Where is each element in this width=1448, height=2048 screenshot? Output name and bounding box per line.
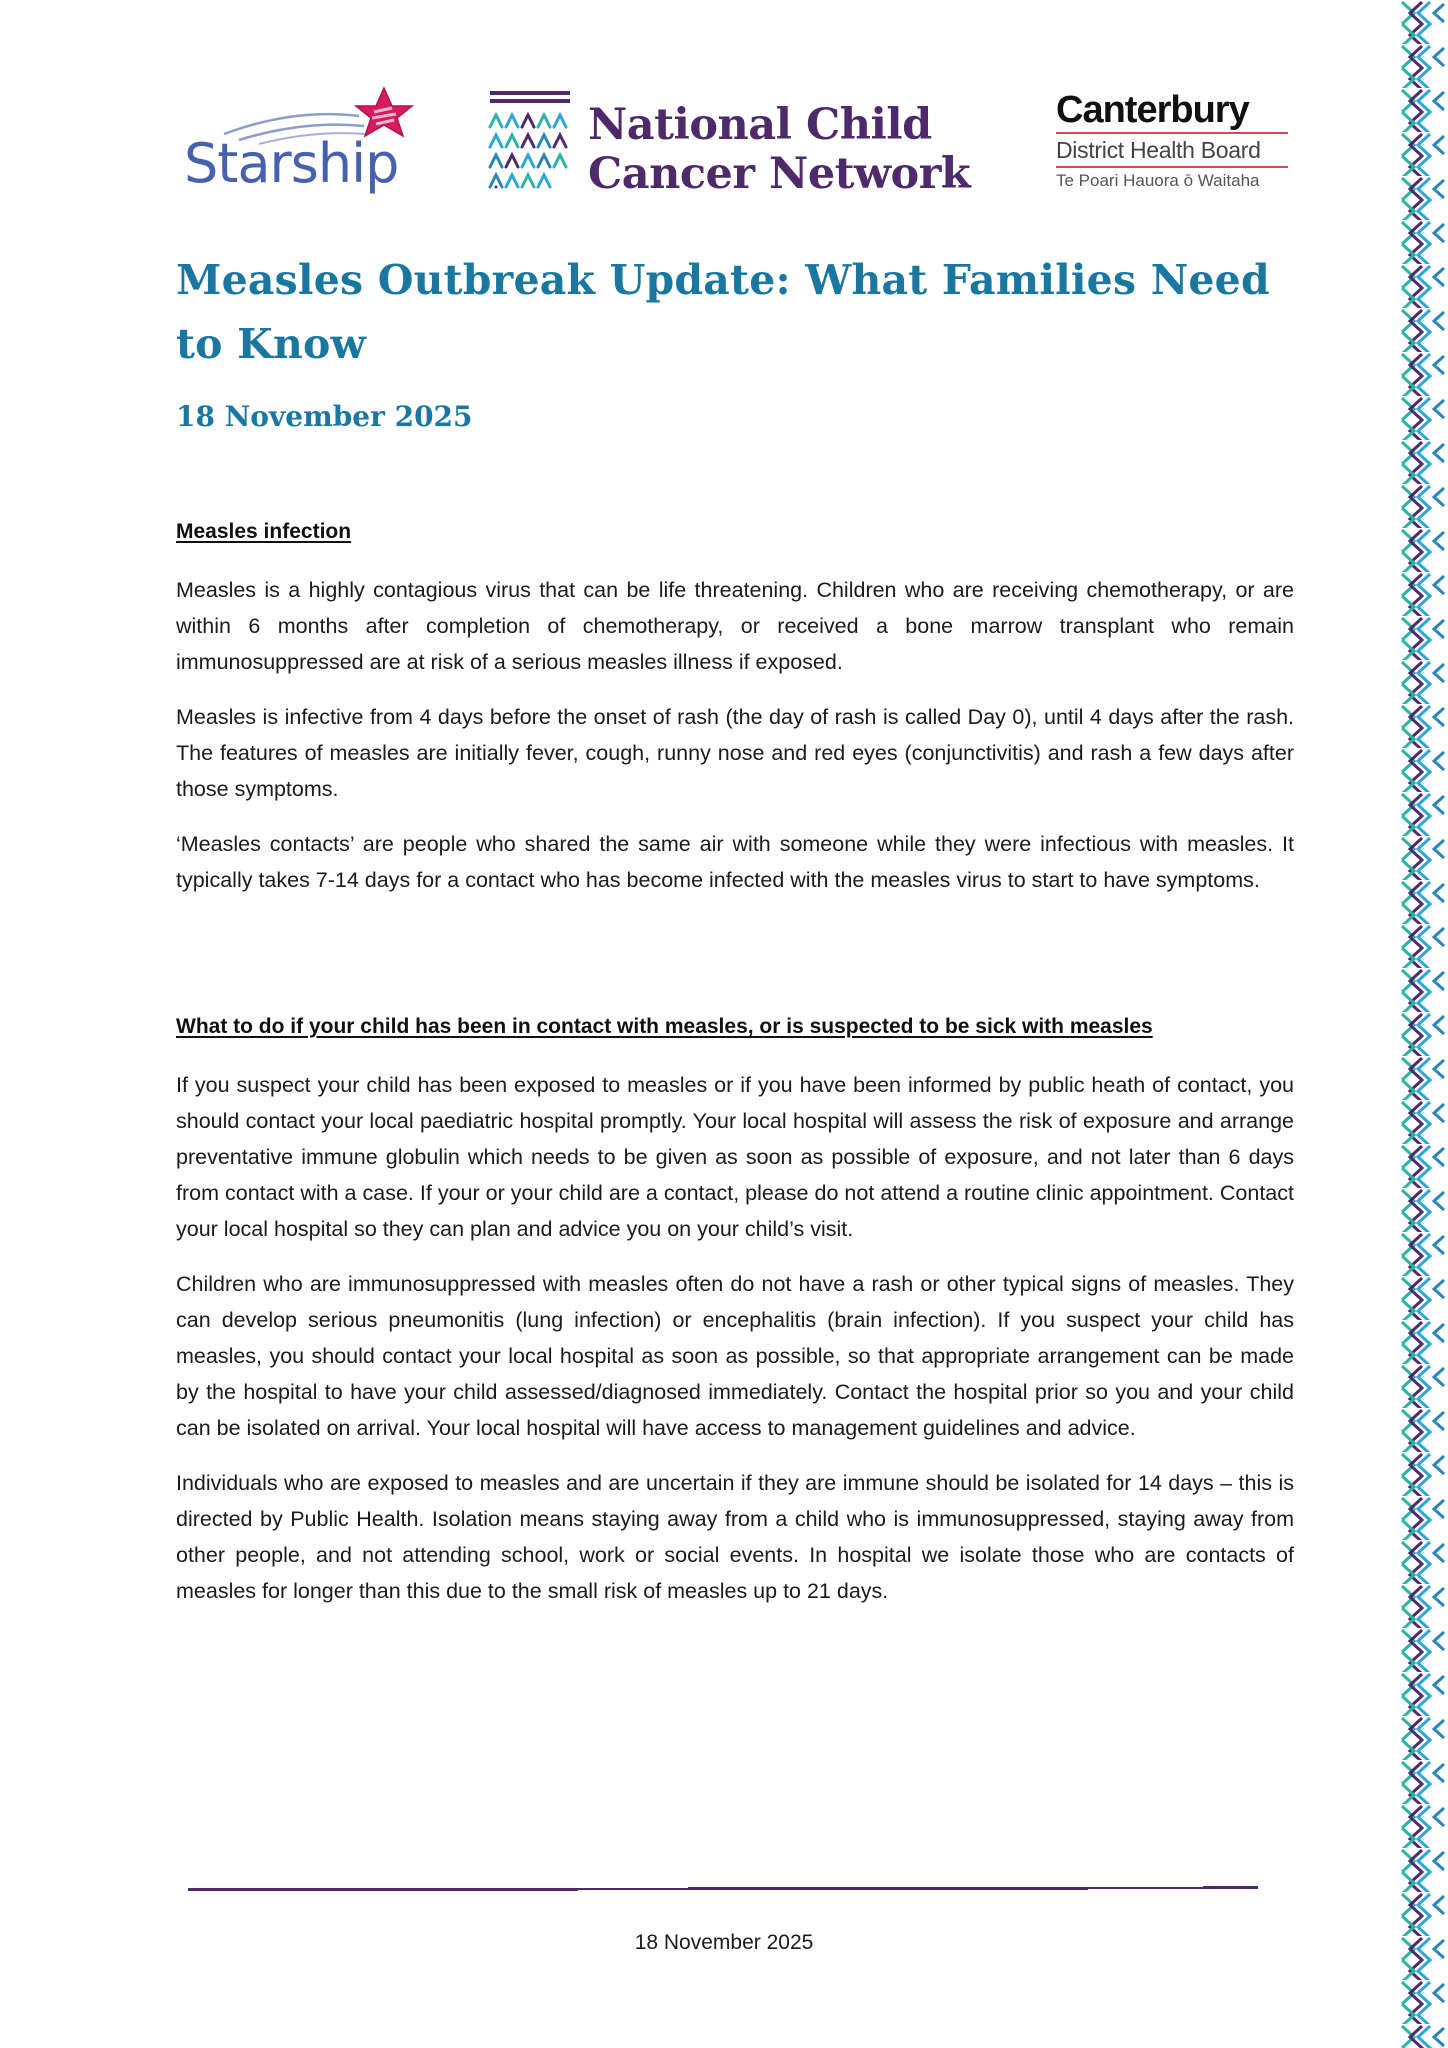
footer-divider-segment	[578, 1888, 688, 1890]
ncc-line1: National Child	[588, 100, 932, 150]
cdhb-name: Canterbury	[1056, 89, 1249, 131]
footer-divider-segment	[1088, 1887, 1203, 1889]
paragraph: Measles is a highly contagious virus that can be life threatening. Children who are receiving chemotherapy, or are within 6 months after completion of chemotherapy, or received a bone marrow transplant who remain immunosuppressed are at risk of a serious measles illness if exposed.	[176, 578, 1294, 674]
section-spacer	[176, 917, 1294, 1015]
cdhb-subtitle: District Health Board	[1056, 137, 1261, 163]
paragraph: Individuals who are exposed to measles and are uncertain if they are immune should be isolated for 14 days – this is directed by Public Health. Isolation means staying away from a child who is immunosuppressed, staying away from other people, and not attending school, work or social events. In hospital we isolate those who are contacts of measles for longer than this due to the small risk of measles up to 21 days.	[176, 1471, 1294, 1603]
paragraph: ‘Measles contacts’ are people who shared the same air with someone while they were infectious with measles. It typically takes 7-14 days for a contact who has become infected with the measles virus to start to have symptoms.	[176, 832, 1294, 892]
cdhb-rule-bottom	[1056, 166, 1288, 168]
figures-grid-icon	[486, 91, 576, 201]
cdhb-rule-top	[1056, 132, 1288, 134]
logo-header	[176, 86, 1294, 206]
section-measles-infection	[176, 520, 1294, 898]
section-heading: What to do if your child has been in contact with measles, or is suspected to be sick with measles	[176, 1015, 1153, 1038]
document-date: 18 November 2025	[176, 400, 473, 433]
footer-divider	[188, 1887, 1264, 1891]
paragraph: Measles is infective from 4 days before the onset of rash (the day of rash is called Day 0), until 4 days after the rash. The features of measles are initially fever, cough, runny nose and red eyes (conjunctivitis) and rash a few days after those symptoms.	[176, 705, 1294, 801]
document-body	[176, 520, 1294, 1628]
cdhb-maori-name: Te Poari Hauora ō Waitaha	[1056, 171, 1260, 190]
cdhb-logo	[1056, 90, 1296, 200]
ncc-logo	[486, 91, 986, 201]
starship-logo	[184, 86, 424, 206]
section-heading: Measles infection	[176, 520, 352, 543]
starship-wordmark: Starship	[184, 132, 399, 195]
section-what-to-do	[176, 1015, 1294, 1609]
paragraph: Children who are immunosuppressed with measles often do not have a rash or other typical signs of measles. They can develop serious pneumonitis (lung infection) or encephalitis (brain infection). If you suspect your child has measles, you should contact your local hospital as soon as possible, so that appropriate arrangement can be made by the hospital to have your child assessed/diagnosed immediately. Contact the hospital prior so you and your child can be isolated on arrival. Your local hospital will have access to management guidelines and advice.	[176, 1272, 1294, 1440]
footer-divider-segment	[1203, 1886, 1258, 1889]
paragraph: If you suspect your child has been exposed to measles or if you have been informed by public heath of contact, you should contact your local paediatric hospital promptly. Your local hospital will assess the risk of exposure and arrange preventative immune globulin which needs to be given as soon as possible of exposure, and not later than 6 days from contact with a case. If your or your child are a contact, please do not attend a routine clinic appointment. Contact your local hospital so they can plan and advice you on your child’s visit.	[176, 1073, 1294, 1241]
page-title: Measles Outbreak Update: What Families Need to Know	[176, 256, 1270, 368]
footer-divider-segment	[188, 1888, 578, 1891]
zigzag-border-icon	[1396, 0, 1448, 2048]
ncc-wordmark	[588, 101, 970, 199]
footer-date: 18 November 2025	[634, 1931, 814, 1954]
footer-divider-segment	[688, 1887, 1088, 1890]
ncc-line2: Cancer Network	[588, 149, 971, 199]
